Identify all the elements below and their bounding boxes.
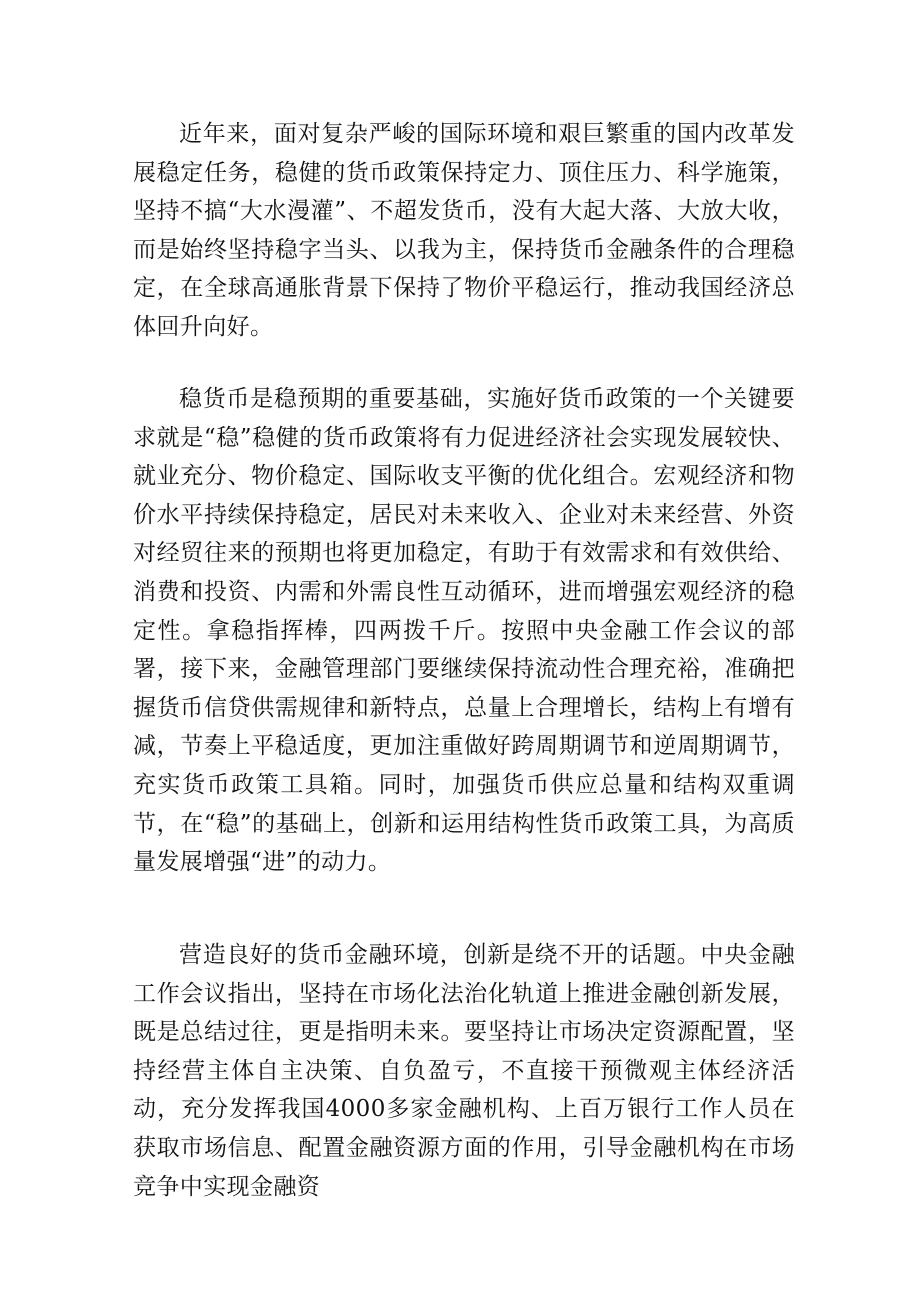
paragraph-financial-innovation: 营造良好的货币金融环境，创新是绕不开的话题。中央金融工作会议指出，坚持在市场化法治化轨道上推进金融创新发展，既是总结过往，更是指明未来。要坚持让市场决定资源配置，坚持经营主体自主决策、自负盈亏，不直接干预微观主体经济活动，充分发挥我国4000多家金融机构、上百万银行工作人员在获取市场信息、配置金融资源方面的作用，引导金融机构在市场竞争中实现金融资 bbox=[133, 942, 795, 1200]
paragraph-stable-policy: 近年来，面对复杂严峻的国际环境和艰巨繁重的国内改革发展稳定任务，稳健的货币政策保持定力、顶住压力、科学施策，坚持不搞“大水漫灌”、不超发货币，没有大起大落、大放大收，而是始终坚持稳字当头、以我为主，保持货币金融条件的合理稳定，在全球高通胀背景下保持了物价平稳运行，推动我国经济总体回升向好。 bbox=[133, 121, 795, 340]
paragraph-stable-currency: 稳货币是稳预期的重要基础，实施好货币政策的一个关键要求就是“稳”稳健的货币政策将有力促进经济社会实现发展较快、就业充分、物价稳定、国际收支平衡的优化组合。宏观经济和物价水平持续保持稳定，居民对未来收入、企业对未来经营、外资对经贸往来的预期也将更加稳定，有助于有效需求和有效供给、消费和投资、内需和外需良性互动循环，进而增强宏观经济的稳定性。拿稳指挥棒，四两拨千斤。按照中央金融工作会议的部署，接下来，金融管理部门要继续保持流动性合理充裕，准确把握货币信贷供需规律和新特点，总量上合理增长，结构上有增有减，节奏上平稳适度，更加注重做好跨周期调节和逆周期调节，充实货币政策工具箱。同时，加强货币供应总量和结构双重调节，在“稳”的基础上，创新和运用结构性货币政策工具，为高质量发展增强“进”的动力。 bbox=[133, 386, 795, 876]
